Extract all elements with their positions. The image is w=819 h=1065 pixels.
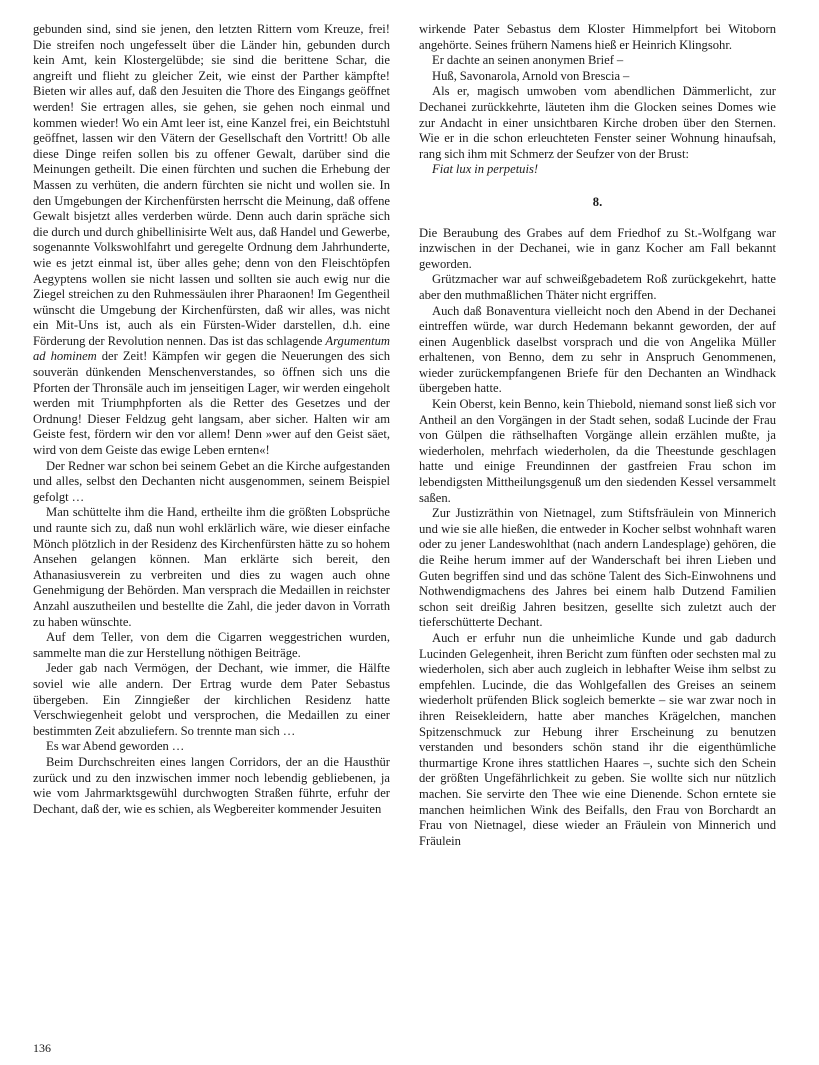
- text-segment: Man schüttelte ihm die Hand, ertheilte ihm die größten Lobsprüche und raunte sich zu, daß nun wohl erklärlich wäre, wie dieser einfache Mönch plötzlich in der Residenz des Kirchenfürsten hätte zu so hohem Ansehen gelangen können. Man erklärte sich bereit, den Athanasiusverein zu verbreiten und dies zu wagen auch ohne Genehmigung der Behörden. Man versprach die Medaillen in reichster Anzahl auszutheilen und bestellte die Zahl, die jeder davon in Vorrath zu haben wünschte.: [33, 505, 390, 629]
- text-segment: Grützmacher war auf schweißgebadetem Roß zurückgekehrt, hatte aber den muthmaßlichen Thäter nicht ergriffen.: [419, 272, 776, 302]
- text-segment: Er dachte an seinen anonymen Brief –: [432, 53, 624, 68]
- paragraph: [419, 506, 776, 631]
- text-segment: Zur Justizräthin von Nietnagel, zum Stiftsfräulein von Minnerich und wie sie alle hießen, die entweder in Kocher selbst wohnhaft waren oder zu jener Landeswohlthat (nach andern Landesplage) gehören, die die Reihe herum immer auf der Wanderschaft bei ihren Lieben und Guten begriffen sind und das schöne Talent des Sich-Einwohnens und Nothwendigmachens des Jahres bei einem halb Dutzend Familien schon seit dreißig Jahren besitzen, gesellte sich zuletzt auch der tieferschütterte Dechant.: [419, 506, 776, 630]
- paragraph: [33, 459, 390, 506]
- text-segment: 8.: [592, 194, 603, 209]
- text-segment: der Zeit! Kämpfen wir gegen die Neuerungen des sich souverän dünkenden Menschenverstandes, so öffnen sich uns die Pforten der Thronsäle auch im jenseitigen Lager, wir werden eingeholt werden mit Triumphpforten als die Retter des Gesetzes und der Ordnung! Dieser Feldzug geht langsam, aber sicher. Halten wir am Geiste fest, fördern wir den vor allem! Denn »wer auf den Geist säet, wird von dem Geiste das ewige Leben ernten«!: [33, 349, 390, 458]
- left-text-column: [33, 22, 390, 849]
- text-segment: Auf dem Teller, von dem die Cigarren weggestrichen wurden, sammelte man die zur Herstellung nöthigen Beiträge.: [33, 630, 390, 660]
- paragraph: [419, 84, 776, 162]
- text-segment: wirkende Pater Sebastus dem Kloster Himmelpfort bei Witoborn angehörte. Seines frühern Namens hieß er Heinrich Klingsohr.: [419, 22, 776, 52]
- paragraph: [33, 505, 390, 630]
- text-segment: Kein Oberst, kein Benno, kein Thiebold, niemand sonst ließ sich vor Antheil an den Vorgängen in der Stadt sehen, sodaß Lucinde der Frau von Gülpen die räthselhaften Vorgänge allein erzählen mußte, ja wiederholen, mehrfach wiederholen, da die Theestunde geschlagen hatte und einige Freundinnen der gastfreien Frau schon im lebendigsten Mittheilungsgenuß um den siedenden Kessel versammelt saßen.: [419, 397, 776, 505]
- paragraph: [33, 22, 390, 459]
- paragraph: [419, 22, 776, 53]
- paragraph: [419, 397, 776, 506]
- paragraph: [419, 226, 776, 273]
- text-segment: Auch er erfuhr nun die unheimliche Kunde und gab dadurch Lucinden Gelegenheit, ihren Bericht zum fünften oder sechsten mal zu wiederholen, sich aber auch zugleich in lebhafter Weise ihm selbst zu empfehlen. Lucinde, die das Wohlgefallen des Greises an seinem wiederholt prüfenden Blick sogleich bemerkte – sie war zwar noch in ihren Reisekleidern, hatte aber manches Krägelchen, manchen Spitzenschmuck zur Hebung ihrer Erscheinung zu benutzen verstanden und besonders schön stand ihr die eigenthümliche thurmartige Krone ihres stattlichen Haares –, suchte sich den Schein der größten Ungefährlichkeit zu geben. Sie wollte sich nur nützlich machen. Sie servirte den Thee wie eine Dienende. Schon erntete sie manchen heimlichen Wink des Beifalls, den Frau von Borchardt an Frau von Nietnagel, diese wieder an Fräulein von Minnerich und Fräulein: [419, 630, 776, 848]
- paragraph: [33, 661, 390, 739]
- italic-text-segment: Fiat lux in perpetuis!: [432, 162, 539, 177]
- text-segment: Huß, Savonarola, Arnold von Brescia –: [432, 68, 630, 83]
- chapter-heading: [419, 195, 776, 211]
- paragraph: [419, 69, 776, 85]
- text-segment: Der Redner war schon bei seinem Gebet an die Kirche aufgestanden und alles, selbst den Dechanten nicht ausgenommen, seinem Beispiel gefolgt …: [33, 458, 390, 504]
- text-segment: Als er, magisch umwoben vom abendlichen Dämmerlicht, zur Dechanei zurückkehrte, läuteten ihm die Glocken seines Domes wie zur Andacht in einer unsichtbaren Kirche droben über den Sternen. Wie er in die schon erleuchteten Fenster seiner Wohnung hinaufsah, rang sich ihm mit Schmerz der Seufzer von der Brust:: [419, 84, 776, 161]
- paragraph: [419, 272, 776, 303]
- italic-text-segment: Argumentum ad hominem: [33, 333, 390, 364]
- paragraph: [419, 53, 776, 69]
- page-number: 136: [33, 1041, 51, 1055]
- right-text-column: [419, 22, 776, 849]
- text-segment: Es war Abend geworden …: [46, 739, 185, 754]
- two-column-text-block: [33, 22, 777, 849]
- paragraph: [419, 631, 776, 849]
- text-segment: Die Beraubung des Grabes auf dem Friedhof zu St.-Wolfgang war inzwischen in der Dechanei, wie in ganz Kocher am Fall bekannt geworden.: [419, 225, 776, 271]
- paragraph: [33, 630, 390, 661]
- paragraph: [33, 739, 390, 755]
- paragraph: [419, 304, 776, 398]
- text-segment: Jeder gab nach Vermögen, der Dechant, wie immer, die Hälfte soviel wie alle andern. Der Ertrag wurde dem Pater Sebastus übergeben. Ein Zinngießer der kirchlichen Residenz hatte Verschwiegenheit gelobt und versprochen, die Medaillen zu einer bestimmten Zeit abzuliefern. So trennte man sich …: [33, 661, 390, 738]
- text-segment: gebunden sind, sind sie jenen, den letzten Rittern vom Kreuze, frei! Die streifen noch ungefesselt über die Länder hin, gebunden durch kein Amt, kein Klostergelübde; sie sind die berittene Schar, die angreift und flieht zu gleicher Zeit, wie einst der Parther kämpfte! Bieten wir alles auf, daß den Jesuiten die Thore des Eingangs geöffnet werden! Sie ertragen alles, sie gehen, sie gehen noch einmal und kommen wieder! Wo ein Amt leer ist, eine Kanzel frei, ein Beichtstuhl geöffnet, lassen wir den Vätern der Gesellschaft den Vortritt! Ob alle diese Dinge reifen sollen bis zu offener Gewalt, darüber sind die Meinungen getheilt. Die einen fürchten und suchen die Erhebung der Massen zu verhüten, die andern fürchten sie nicht und wollen sie. In den Umgebungen der Kirchenfürsten herrscht die Meinung, daß offene Gewalt bisjetzt alles verderben würde. Denn auch darin spräche sich die durch und durch ghibellinisirte Welt aus, daß Handel und Gewerbe, sogenannte Volkswohlfahrt und geregelte Ordnung dem Jahrhunderte, wie es jetzt einmal ist, über alles gehe; denn von den Fleischtöpfen Aegyptens wollen sie nicht lassen und sollten sie auch ewig nur die Ziegel streichen zu den Ruhmessäulen ihrer Pharaonen! Im Gegentheil wünscht die Umgebung der Kirchenfürsten, daß wir alles, was nicht ein Mit-Uns ist, auch als ein Fürsten-Wider darstellen, d.h. eine Förderung der Revolution nennen. Das ist das schlagende: [33, 22, 390, 348]
- paragraph: [33, 755, 390, 817]
- paragraph: [419, 162, 776, 178]
- text-segment: Beim Durchschreiten eines langen Corridors, der an die Hausthür zurück und zu den inzwischen immer noch lebendig gebliebenen, ja wie vom Jahrmarktsgewühl durchwogten Straßen führte, erfuhr der Dechant, daß der, wie es schien, als Wegbereiter kommender Jesuiten: [33, 754, 390, 816]
- text-segment: Auch daß Bonaventura vielleicht noch den Abend in der Dechanei eintreffen würde, war durch Hedemann bekannt geworden, der auf einen Augenblick daselbst vorsprach und die von Angelika Müller erhaltenen, von Benno, dem zu sehr in Anspruch Genommenen, wieder zurückempfangenen Briefe für den Dechanten an Windhack übergeben hatte.: [419, 303, 776, 396]
